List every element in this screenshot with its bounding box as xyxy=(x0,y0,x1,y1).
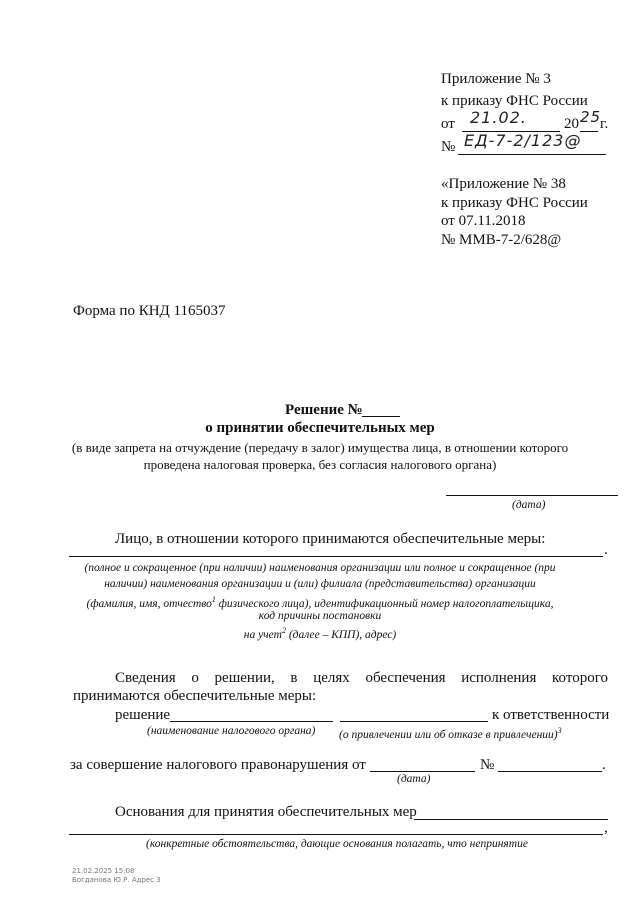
grounds-underline-dot: , xyxy=(604,820,608,836)
tax-authority-underline xyxy=(170,721,333,722)
appendix-year-suffix: г. xyxy=(600,116,609,132)
appendix-date-handwritten: 21.02. xyxy=(470,108,527,127)
appendix-year-underline xyxy=(580,131,598,132)
decision-description-line1: (в виде запрета на отчуждение (передачу в залог) имущества лица, в отношении которого xyxy=(71,440,569,455)
appendix-year-handwritten: 25 xyxy=(580,108,602,126)
offense-label: за совершение налогового правонарушения от xyxy=(70,757,366,773)
decision-type-caption: (о привлечении или об отказе в привлечении)$^3$ xyxy=(339,726,562,741)
decision-subtitle: о принятии обеспечительных мер xyxy=(205,420,435,436)
appendix-from-label: от xyxy=(441,116,455,132)
decision-info-line1: Сведения о решении, в целях обеспечения исполнения которого xyxy=(115,670,608,686)
appendix-line1: Приложение № 3 xyxy=(441,71,551,87)
decision-info-line2: принимаются обеспечительные меры: xyxy=(73,688,317,704)
appendix-number-label: № xyxy=(441,139,456,155)
appendix-line2: к приказу ФНС России xyxy=(441,93,588,109)
grounds-caption: (конкретные обстоятельства, дающие основания полагать, что непринятие xyxy=(146,838,528,850)
decision-number-underline xyxy=(362,416,400,417)
liability-label: к ответственности xyxy=(492,707,610,723)
offense-number-dot: . xyxy=(602,757,606,773)
person-caption-line3: (фамилия, имя, отчество$^1$ физического лица), идентификационный номер налогоплательщика, xyxy=(86,595,554,610)
offense-number-label: № xyxy=(480,757,495,773)
offense-date-caption: (дата) xyxy=(397,773,431,785)
person-caption-line1: (полное и сокращенное (при наличии) наименования организации или полное и сокращенное (при xyxy=(84,562,556,574)
decision-type-underline xyxy=(340,721,488,722)
scan-stamp-line2: Богданова Ю.Р. Адрес 3 xyxy=(72,876,161,884)
scan-stamp-line1: 21.02.2025 15:08 xyxy=(72,867,135,875)
grounds-underline-2 xyxy=(69,834,603,835)
grounds-label: Основания для принятия обеспечительных мер xyxy=(115,804,417,820)
person-underline-dot: . xyxy=(604,542,608,558)
person-underline xyxy=(69,556,603,557)
appendix38-line4: № ММВ-7-2/628@ xyxy=(441,232,562,248)
appendix38-line3: от 07.11.2018 xyxy=(441,213,526,229)
appendix-year-prefix: 20 xyxy=(564,116,579,132)
appendix38-line1: «Приложение № 38 xyxy=(441,176,566,192)
appendix-number-handwritten: ЕД-7-2/123@ xyxy=(464,131,582,150)
appendix38-line2: к приказу ФНС России xyxy=(441,195,588,211)
person-caption-line4: код причины постановки xyxy=(258,610,382,622)
person-heading: Лицо, в отношении которого принимаются обеспечительные меры: xyxy=(115,531,546,547)
tax-authority-caption: (наименование налогового органа) xyxy=(147,725,316,737)
document-date-underline xyxy=(446,495,618,496)
person-caption-line5: на учет$^2$ (далее – КПП), адрес) xyxy=(243,626,397,641)
appendix-number-underline xyxy=(458,154,606,155)
grounds-underline-1 xyxy=(414,819,608,820)
form-code: Форма по КНД 1165037 xyxy=(73,303,226,319)
decision-title: Решение № xyxy=(285,402,363,418)
decision-label: решение xyxy=(115,707,171,723)
person-caption-line2: наличии) наименования организации и (или) филиала (представительства) организации xyxy=(104,578,536,590)
decision-description-line2: проведена налоговая проверка, без согласия налогового органа) xyxy=(143,457,497,472)
offense-number-underline xyxy=(498,771,602,772)
document-date-caption: (дата) xyxy=(512,499,546,511)
